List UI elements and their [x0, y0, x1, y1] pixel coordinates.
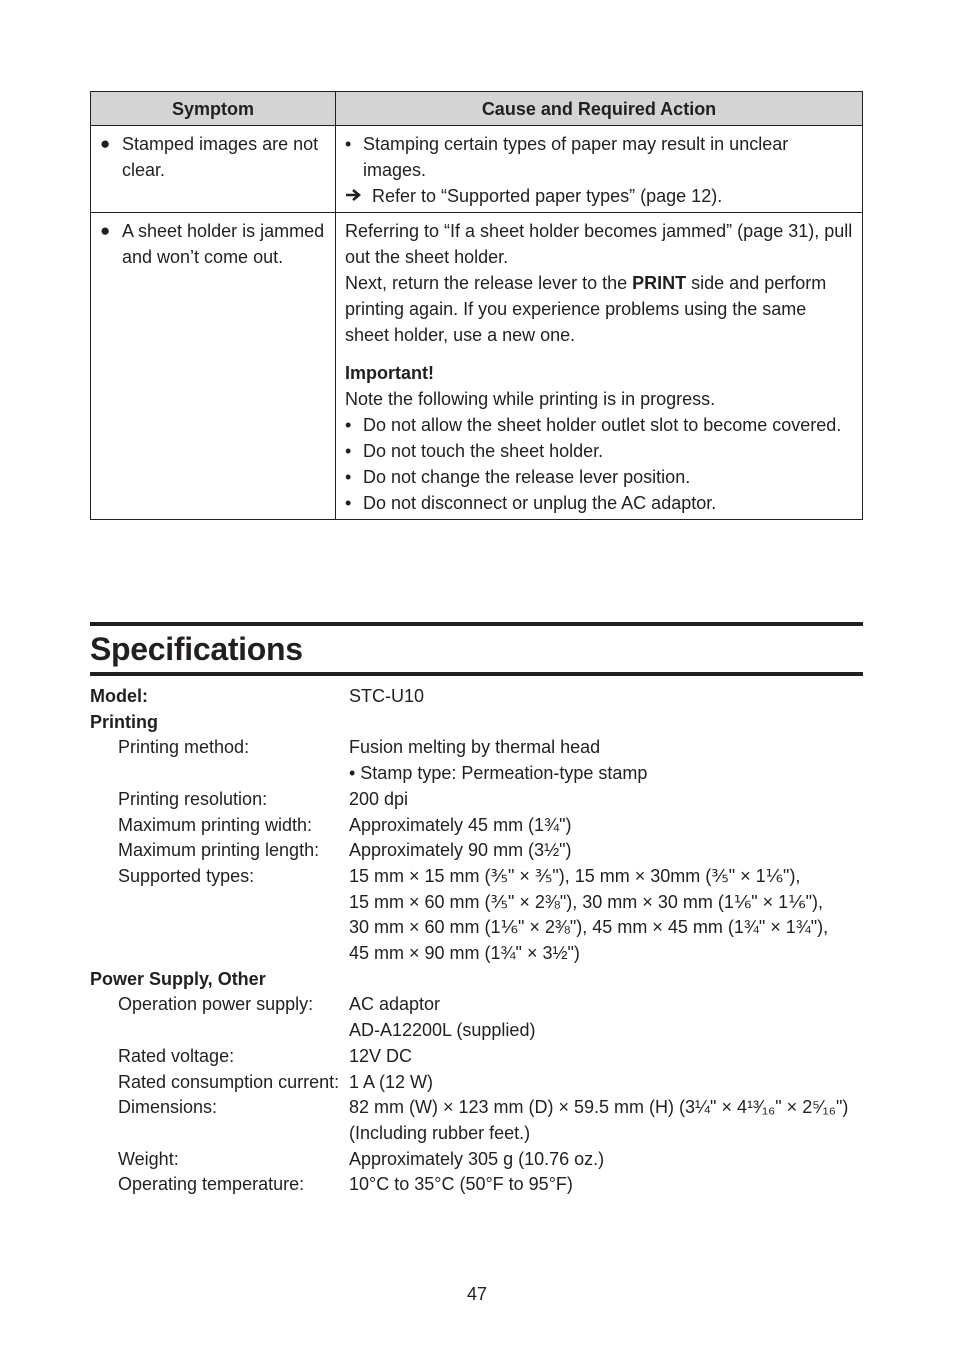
specifications-list [90, 684, 870, 1198]
spec-value: AD-A12200L (supplied) [349, 1020, 536, 1041]
spec-value: Approximately 90 mm (3½") [349, 840, 572, 861]
reference-text: Refer to “Supported paper types” (page 12). [372, 186, 723, 206]
spec-value: 15 mm × 15 mm (⅗" × ⅗"), 15 mm × 30mm (⅗" × 1⅙"), [349, 865, 801, 886]
spec-row [90, 1172, 870, 1198]
action-cell [336, 126, 863, 213]
spec-value: 10°C to 35°C (50°F to 95°F) [349, 1174, 573, 1195]
arrow-right-icon [345, 183, 372, 209]
spec-heading: Printing [90, 711, 158, 732]
spec-section-heading [90, 967, 870, 993]
section-rule-bottom [90, 672, 863, 676]
section-rule-top [90, 622, 863, 626]
bullet-icon: • [345, 415, 352, 435]
spec-label: Supported types: [118, 865, 255, 886]
spec-value: Fusion melting by thermal head [349, 737, 601, 758]
spec-row [90, 1070, 870, 1096]
symptom-text: Stamped images are not clear. [122, 134, 319, 180]
print-label: PRINT [632, 273, 687, 293]
cause-header: Cause and Required Action [336, 92, 863, 126]
spec-row [90, 1147, 870, 1173]
spec-row [90, 864, 870, 890]
spec-value: 45 mm × 90 mm (1¾" × 3½") [349, 943, 580, 964]
spec-label: Operation power supply: [118, 994, 314, 1015]
spec-value: 30 mm × 60 mm (1⅙" × 2⅜"), 45 mm × 45 mm (1¾" × 1¾"), [349, 917, 829, 938]
list-item-text: Do not change the release lever position. [363, 467, 691, 487]
spec-row [90, 1121, 870, 1147]
symptom-text: A sheet holder is jammed and won’t come out. [122, 221, 325, 267]
spec-heading: Power Supply, Other [90, 968, 266, 989]
important-intro: Note the following while printing is in progress. [345, 389, 716, 409]
spec-value: AC adaptor [349, 994, 441, 1015]
spec-label: Maximum printing length: [118, 840, 320, 861]
spec-row [90, 813, 870, 839]
bullet-icon: • [345, 134, 352, 154]
action-text: side and perform printing again. If you experience problems using the same sheet holder, use a new one. [345, 273, 827, 345]
spec-label: Rated voltage: [118, 1045, 235, 1066]
troubleshooting-table [90, 91, 863, 520]
symptom-header: Symptom [91, 92, 336, 126]
action-text: Next, return the release lever to the [345, 273, 633, 293]
spec-row [90, 735, 870, 761]
spec-row [90, 890, 870, 916]
spec-value: 82 mm (W) × 123 mm (D) × 59.5 mm (H) (3¼" × 4¹³⁄₁₆" × 2⁵⁄₁₆") [349, 1097, 849, 1118]
spec-row [90, 915, 870, 941]
list-item [345, 412, 854, 438]
spec-value: Approximately 305 g (10.76 oz.) [349, 1148, 605, 1169]
action-cell [336, 213, 863, 520]
page-number: 47 [466, 1284, 488, 1304]
spec-section-heading [90, 710, 870, 736]
spec-value: 200 dpi [349, 788, 409, 809]
spec-value: 12V DC [349, 1045, 413, 1066]
spec-row [90, 1018, 870, 1044]
bullet-icon: ● [100, 221, 111, 240]
spec-row [90, 1044, 870, 1070]
section-title: Specifications [90, 631, 303, 667]
spec-row [90, 941, 870, 967]
symptom-cell [91, 213, 336, 520]
list-item-text: Do not allow the sheet holder outlet slot to become covered. [363, 415, 842, 435]
list-item [345, 131, 854, 183]
spec-value: • Stamp type: Permeation-type stamp [349, 763, 648, 784]
important-title: Important! [345, 363, 434, 383]
spec-value: (Including rubber feet.) [349, 1122, 531, 1143]
bullet-icon: • [345, 467, 352, 487]
important-note [345, 360, 854, 516]
table-row [91, 213, 863, 520]
table-header-row [91, 92, 863, 126]
spec-label: Operating temperature: [118, 1174, 305, 1195]
spec-label: Dimensions: [118, 1097, 218, 1118]
spec-label: Printing resolution: [118, 788, 268, 809]
spec-value: Approximately 45 mm (1¾") [349, 814, 572, 835]
list-item [345, 183, 854, 209]
spec-label: Rated consumption current: [118, 1071, 340, 1092]
list-item-text: Do not touch the sheet holder. [363, 441, 604, 461]
bullet-icon: ● [100, 134, 111, 153]
spec-label: Model: [90, 686, 148, 706]
spec-row [90, 684, 870, 710]
list-item [345, 438, 854, 464]
spec-row [90, 992, 870, 1018]
spec-row [90, 1095, 870, 1121]
list-item-text: Do not disconnect or unplug the AC adaptor. [363, 493, 717, 513]
spec-value: 15 mm × 60 mm (⅗" × 2⅜"), 30 mm × 30 mm (1⅙" × 1⅙"), [349, 891, 824, 912]
spec-value: STC-U10 [349, 686, 425, 706]
spec-label: Printing method: [118, 737, 250, 758]
spec-row [90, 787, 870, 813]
bullet-icon: • [345, 441, 352, 461]
bullet-icon: • [345, 493, 352, 513]
spec-row [90, 838, 870, 864]
spec-label: Maximum printing width: [118, 814, 313, 835]
table-row [91, 126, 863, 213]
spec-row [90, 761, 870, 787]
list-item [345, 490, 854, 516]
cause-text: Stamping certain types of paper may result in unclear images. [363, 134, 789, 180]
action-paragraph: Referring to “If a sheet holder becomes jammed” (page 31), pull out the sheet holder. [345, 221, 853, 267]
action-paragraph [345, 270, 854, 348]
list-item [345, 464, 854, 490]
symptom-cell [91, 126, 336, 213]
spec-value: 1 A (12 W) [349, 1071, 434, 1092]
spec-label: Weight: [118, 1148, 179, 1169]
